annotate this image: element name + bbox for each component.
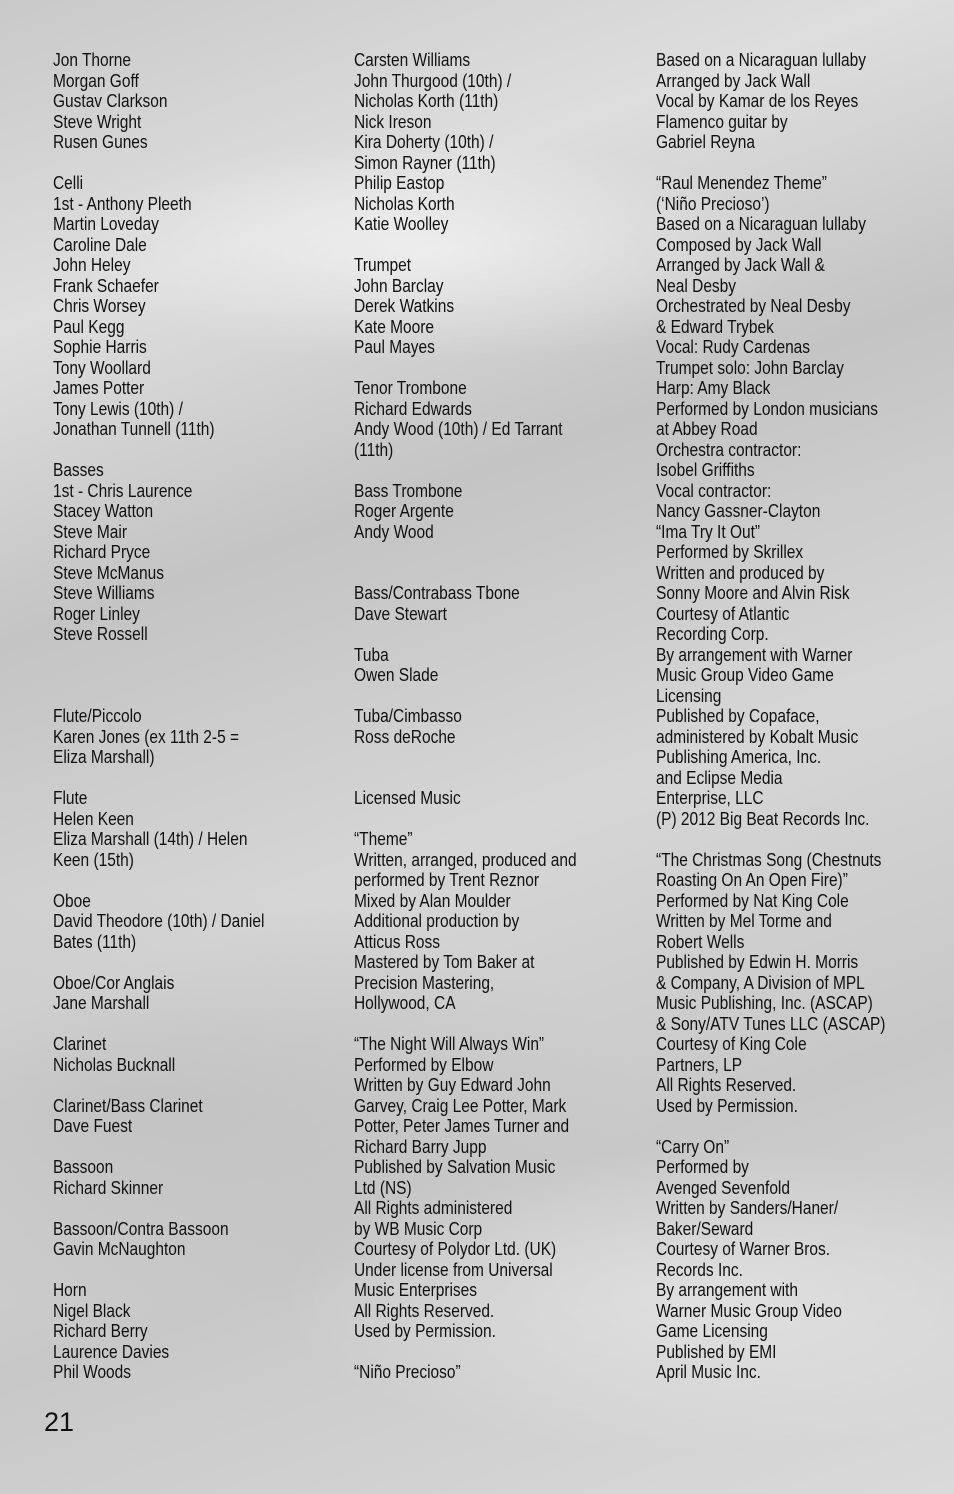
credit-line: Neal Desby	[656, 275, 737, 296]
credit-line: Courtesy of Atlantic	[656, 603, 790, 624]
credit-line: Precision Mastering,	[354, 972, 495, 993]
credit-line: Philip Eastop	[354, 173, 445, 193]
credits-column-1	[53, 50, 264, 1383]
credit-line: Tuba	[354, 644, 389, 665]
credit-line: Bassoon/Contra Bassoon	[53, 1218, 229, 1239]
credit-line: Partners, LP	[656, 1054, 743, 1075]
blank-line	[53, 686, 264, 707]
credit-line: Written and produced by	[656, 562, 825, 583]
credit-line: Courtesy of Polydor Ltd. (UK)	[354, 1239, 557, 1259]
credit-line: Composed by Jack Wall	[656, 234, 822, 255]
blank-line	[354, 542, 577, 563]
credit-line: Written, arranged, produced and	[354, 849, 577, 870]
blank-line	[53, 665, 264, 686]
credit-line: Frank Schaefer	[53, 275, 159, 296]
credit-line: at Abbey Road	[656, 419, 758, 439]
credit-line: Kira Doherty (10th) /	[354, 132, 494, 152]
credit-line: All Rights administered	[354, 1198, 513, 1218]
credit-line: “Raul Menendez Theme”	[656, 173, 827, 193]
credit-line: Trumpet solo: John Barclay	[656, 357, 844, 378]
credit-line: & Sony/ATV Tunes LLC (ASCAP)	[656, 1013, 886, 1034]
credit-line: Jonathan Tunnell (11th)	[53, 419, 215, 439]
credit-line: Hollywood, CA	[354, 993, 456, 1013]
credit-line: Performed by London musicians	[656, 398, 879, 419]
credit-line: Sophie Harris	[53, 337, 147, 357]
credit-line: Licensed Music	[354, 788, 461, 808]
credit-line: by WB Music Corp	[354, 1218, 483, 1239]
blank-line	[354, 809, 577, 830]
credit-line: Robert Wells	[656, 931, 745, 952]
blank-line	[656, 829, 885, 850]
credit-line: Paul Mayes	[354, 337, 435, 357]
credit-line: Mixed by Alan Moulder	[354, 890, 511, 911]
credit-line: Carsten Williams	[354, 50, 471, 70]
credit-line: Celli	[53, 173, 84, 193]
credit-line: Steve Wright	[53, 111, 142, 132]
credit-line: Atticus Ross	[354, 931, 441, 952]
credit-line: Vocal contractor:	[656, 480, 772, 501]
credit-line: Rusen Gunes	[53, 132, 148, 152]
credit-line: Eliza Marshall)	[53, 747, 155, 767]
credit-line: (P) 2012 Big Beat Records Inc.	[656, 808, 870, 829]
credit-line: Trumpet	[354, 255, 412, 275]
credit-line: James Potter	[53, 378, 145, 398]
credit-line: Horn	[53, 1280, 87, 1300]
credit-line: Clarinet	[53, 1034, 107, 1054]
credit-line: Steve Rossell	[53, 624, 148, 644]
credit-line: Publishing America, Inc.	[656, 747, 822, 767]
blank-line	[53, 952, 264, 973]
credit-line: Published by EMI	[656, 1341, 777, 1362]
credit-line: Steve McManus	[53, 562, 164, 583]
blank-line	[354, 235, 577, 256]
credit-line: Owen Slade	[354, 665, 439, 685]
credit-line: “Carry On”	[656, 1136, 730, 1157]
blank-line	[53, 768, 264, 789]
credit-line: Dave Stewart	[354, 603, 447, 624]
credit-line: Ltd (NS)	[354, 1177, 412, 1198]
credit-line: Additional production by	[354, 911, 520, 931]
credit-line: Courtesy of Warner Bros.	[656, 1239, 831, 1259]
credit-line: Avenged Sevenfold	[656, 1177, 790, 1198]
credit-line: Jon Thorne	[53, 50, 132, 70]
credit-line: Used by Permission.	[656, 1095, 798, 1116]
credit-line: Nick Ireson	[354, 111, 432, 132]
blank-line	[354, 747, 577, 768]
credit-line: Kate Moore	[354, 316, 435, 337]
credit-line: Keen (15th)	[53, 849, 134, 870]
credit-line: Chris Worsey	[53, 296, 146, 316]
credit-line: Enterprise, LLC	[656, 788, 764, 808]
credit-line: Bass/Contrabass Tbone	[354, 583, 520, 603]
credit-line: (11th)	[354, 439, 394, 460]
credit-line: Recording Corp.	[656, 624, 769, 644]
credit-line: “Ima Try It Out”	[656, 521, 761, 542]
credit-line: Bates (11th)	[53, 931, 137, 952]
credit-line: Paul Kegg	[53, 316, 125, 337]
credit-line: 1st - Anthony Pleeth	[53, 193, 192, 214]
credit-line: Mastered by Tom Baker at	[354, 952, 535, 972]
credit-line: Tuba/Cimbasso	[354, 706, 462, 726]
credit-line: Roger Linley	[53, 603, 140, 624]
credit-line: Used by Permission.	[354, 1321, 496, 1341]
credit-line: Courtesy of King Cole	[656, 1034, 807, 1054]
credit-line: Flute	[53, 788, 88, 808]
credit-line: Tony Lewis (10th) /	[53, 398, 183, 419]
credit-line: Nigel Black	[53, 1300, 131, 1321]
credit-line: Katie Woolley	[354, 214, 449, 234]
credit-line: Martin Loveday	[53, 214, 159, 234]
credit-line: Caroline Dale	[53, 234, 147, 255]
credit-line: Orchestra contractor:	[656, 439, 802, 460]
blank-line	[53, 1075, 264, 1096]
credit-line: Nancy Gassner-Clayton	[656, 501, 821, 521]
credit-line: Published by Salvation Music	[354, 1157, 556, 1177]
credit-line: Music Group Video Game	[656, 665, 834, 685]
blank-line	[354, 1342, 577, 1363]
blank-line	[53, 1198, 264, 1219]
credit-line: Clarinet/Bass Clarinet	[53, 1095, 203, 1116]
credit-line: Ross deRoche	[354, 726, 456, 747]
blank-line	[656, 1116, 885, 1137]
credit-line: Nicholas Bucknall	[53, 1054, 176, 1075]
credit-line: Stacey Watton	[53, 501, 154, 521]
credit-line: Potter, Peter James Turner and	[354, 1116, 570, 1136]
credit-line: Karen Jones (ex 11th 2-5 =	[53, 726, 240, 747]
credit-line: Andy Wood (10th) / Ed Tarrant	[354, 419, 563, 439]
credit-line: By arrangement with Warner	[656, 644, 853, 665]
credit-line: 1st - Chris Laurence	[53, 480, 193, 501]
credit-line: Nicholas Korth (11th)	[354, 91, 499, 111]
credit-line: Bass Trombone	[354, 480, 463, 501]
credit-line: John Heley	[53, 255, 131, 275]
credit-line: Music Publishing, Inc. (ASCAP)	[656, 993, 873, 1013]
credit-line: Richard Berry	[53, 1321, 148, 1341]
credit-line: & Company, A Division of MPL	[656, 972, 865, 993]
credit-line: Oboe	[53, 890, 91, 911]
credit-line: By arrangement with	[656, 1280, 798, 1300]
blank-line	[53, 1137, 264, 1158]
credit-line: All Rights Reserved.	[656, 1075, 797, 1095]
credit-line: Andy Wood	[354, 521, 434, 542]
credit-line: Laurence Davies	[53, 1341, 170, 1362]
credit-line: “The Night Will Always Win”	[354, 1034, 545, 1054]
credit-line: and Eclipse Media	[656, 767, 783, 788]
credit-line: Eliza Marshall (14th) / Helen	[53, 829, 248, 849]
blank-line	[354, 460, 577, 481]
blank-line	[354, 686, 577, 707]
credit-line: Written by Mel Torme and	[656, 911, 832, 931]
blank-line	[53, 1260, 264, 1281]
credit-line: “The Christmas Song (Chestnuts	[656, 849, 882, 870]
blank-line	[53, 440, 264, 461]
blank-line	[354, 624, 577, 645]
credit-line: John Thurgood (10th) /	[354, 70, 512, 91]
credit-line: Basses	[53, 460, 104, 480]
credit-line: Vocal: Rudy Cardenas	[656, 337, 811, 357]
credit-line: David Theodore (10th) / Daniel	[53, 911, 265, 931]
credit-line: Written by Guy Edward John	[354, 1075, 551, 1095]
credit-line: Music Enterprises	[354, 1280, 478, 1300]
credit-line: Tenor Trombone	[354, 378, 467, 398]
credit-line: Flamenco guitar by	[656, 111, 788, 132]
credit-line: Isobel Griffiths	[656, 460, 755, 480]
credit-line: Under license from Universal	[354, 1259, 553, 1280]
credit-line: Steve Mair	[53, 521, 127, 542]
credit-line: Records Inc.	[656, 1259, 743, 1280]
credit-line: Morgan Goff	[53, 70, 139, 91]
credit-line: Based on a Nicaraguan lullaby	[656, 50, 866, 70]
blank-line	[53, 153, 264, 174]
credits-column-3	[656, 50, 885, 1383]
credit-line: Derek Watkins	[354, 296, 455, 316]
credit-line: Gabriel Reyna	[656, 132, 755, 152]
blank-line	[656, 153, 885, 174]
credit-line: (‘Niño Precioso’)	[656, 193, 770, 214]
credit-line: Helen Keen	[53, 808, 134, 829]
credits-column-2	[354, 50, 577, 1383]
credit-line: April Music Inc.	[656, 1362, 761, 1382]
credit-line: Richard Skinner	[53, 1177, 164, 1198]
blank-line	[53, 645, 264, 666]
credit-line: Simon Rayner (11th)	[354, 152, 496, 173]
credit-line: Flute/Piccolo	[53, 706, 142, 726]
blank-line	[354, 358, 577, 379]
credit-line: Gavin McNaughton	[53, 1239, 186, 1259]
credit-line: Nicholas Korth	[354, 193, 455, 214]
page-number: 21	[44, 1407, 75, 1437]
credit-line: Dave Fuest	[53, 1116, 133, 1136]
credit-line: Published by Edwin H. Morris	[656, 952, 859, 972]
credit-line: Performed by Nat King Cole	[656, 890, 849, 911]
credit-line: Performed by Skrillex	[656, 542, 804, 562]
credit-line: Harp: Amy Black	[656, 378, 771, 398]
credit-line: Licensing	[656, 685, 722, 706]
credit-line: Sonny Moore and Alvin Risk	[656, 583, 850, 603]
credit-line: All Rights Reserved.	[354, 1300, 495, 1321]
credit-line: Gustav Clarkson	[53, 91, 168, 111]
credit-line: “Theme”	[354, 829, 413, 849]
credit-line: Bassoon	[53, 1157, 114, 1177]
credit-line: Phil Woods	[53, 1362, 132, 1382]
blank-line	[354, 563, 577, 584]
credit-line: Oboe/Cor Anglais	[53, 972, 175, 993]
credit-line: Based on a Nicaraguan lullaby	[656, 214, 866, 234]
credit-line: “Niño Precioso”	[354, 1362, 461, 1382]
credit-line: Arranged by Jack Wall	[656, 70, 811, 91]
credit-line: administered by Kobalt Music	[656, 726, 859, 747]
credit-line: Written by Sanders/Haner/	[656, 1198, 839, 1218]
credit-line: Garvey, Craig Lee Potter, Mark	[354, 1095, 567, 1116]
credit-line: Jane Marshall	[53, 993, 150, 1013]
credit-line: Game Licensing	[656, 1321, 768, 1341]
credit-line: Performed by	[656, 1157, 749, 1177]
credit-line: Performed by Elbow	[354, 1054, 494, 1075]
credit-line: John Barclay	[354, 275, 444, 296]
credit-line: Richard Edwards	[354, 398, 472, 419]
credit-line: & Edward Trybek	[656, 316, 774, 337]
credit-line: Roger Argente	[354, 501, 454, 521]
credit-line: Baker/Seward	[656, 1218, 754, 1239]
credit-line: Tony Woollard	[53, 357, 151, 378]
credit-line: Warner Music Group Video	[656, 1300, 842, 1321]
credit-line: Richard Pryce	[53, 542, 151, 562]
credit-line: performed by Trent Reznor	[354, 870, 539, 890]
credit-line: Published by Copaface,	[656, 706, 820, 726]
blank-line	[354, 1014, 577, 1035]
blank-line	[53, 1014, 264, 1035]
credit-line: Orchestrated by Neal Desby	[656, 296, 851, 316]
credit-line: Roasting On An Open Fire)”	[656, 870, 848, 890]
credit-line: Arranged by Jack Wall &	[656, 255, 825, 275]
credit-line: Richard Barry Jupp	[354, 1136, 487, 1157]
blank-line	[53, 870, 264, 891]
credit-line: Steve Williams	[53, 583, 155, 603]
blank-line	[354, 768, 577, 789]
credit-line: Vocal by Kamar de los Reyes	[656, 91, 859, 111]
